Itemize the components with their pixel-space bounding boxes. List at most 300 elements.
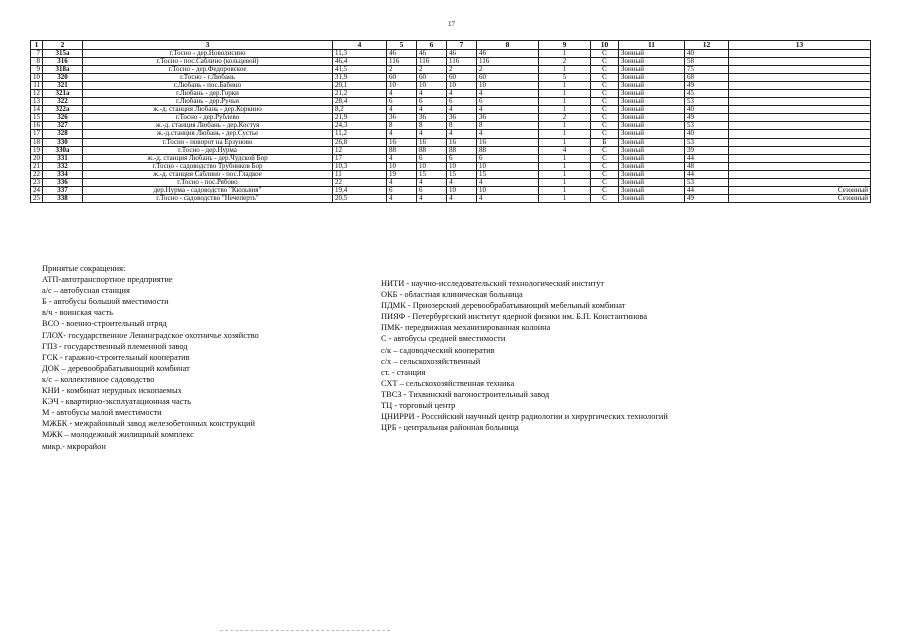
bus-class-cell: С — [591, 122, 619, 130]
route-name-cell: г.Любань - дер.Ручьи — [83, 98, 333, 106]
abbreviation-item: КНИ - комбинат нерудных ископаемых — [42, 386, 182, 396]
note-cell — [729, 162, 871, 170]
abbreviation-item: СХТ – сельскохозяйственная техника — [381, 378, 515, 388]
route-name-cell: г.Тосно - поворот на Ерзуново — [83, 138, 333, 146]
value-8-cell: 6 — [477, 154, 539, 162]
table-row — [31, 162, 871, 170]
value-7-cell: 8 — [447, 122, 477, 130]
column-header: 11 — [619, 41, 685, 50]
value-12-cell: 45 — [685, 89, 729, 97]
route-length-cell: 20,5 — [333, 195, 387, 203]
value-12-cell: 40 — [685, 106, 729, 114]
value-7-cell: 36 — [447, 114, 477, 122]
note-cell — [729, 114, 871, 122]
abbreviation-item: в/ч - воинская часть — [42, 308, 113, 318]
route-number-cell: 337 — [43, 187, 83, 195]
abbreviation-item: с/к – садоводческий кооператив — [381, 345, 495, 355]
value-5-cell: 60 — [387, 73, 417, 81]
table-row — [31, 73, 871, 81]
value-6-cell: 4 — [417, 106, 447, 114]
bus-class-cell: Б — [591, 138, 619, 146]
value-5-cell: 4 — [387, 89, 417, 97]
bus-class-cell: С — [591, 187, 619, 195]
value-6-cell: 116 — [417, 57, 447, 65]
row-number-cell: 11 — [31, 81, 43, 89]
note-cell — [729, 122, 871, 130]
value-8-cell: 4 — [477, 179, 539, 187]
route-name-cell: ж.-д. станция Любань - дер.Чудской Бор — [83, 154, 333, 162]
fare-type-cell: Зонный — [619, 170, 685, 178]
route-name-cell: ж.-д.станция Любань - дер.Сустье — [83, 130, 333, 138]
route-number-cell: 320 — [43, 73, 83, 81]
value-6-cell: 60 — [417, 73, 447, 81]
fare-type-cell: Зонный — [619, 187, 685, 195]
value-8-cell: 4 — [477, 195, 539, 203]
route-length-cell: 21,9 — [333, 114, 387, 122]
value-6-cell: 6 — [417, 98, 447, 106]
value-6-cell: 10 — [417, 162, 447, 170]
page-number: 17 — [448, 20, 455, 28]
value-8-cell: 4 — [477, 106, 539, 114]
note-cell — [729, 130, 871, 138]
fare-type-cell: Зонный — [619, 114, 685, 122]
scan-artifact-line — [220, 630, 390, 633]
row-number-cell: 12 — [31, 89, 43, 97]
route-number-cell: 328 — [43, 130, 83, 138]
abbreviation-item: ГЛОХ- государственное Ленинградское охотничье хозяйство — [42, 330, 259, 340]
route-name-cell: ж.-д. станция Любань - дер.Коркино — [83, 106, 333, 114]
table-row — [31, 179, 871, 187]
route-length-cell: 21,2 — [333, 89, 387, 97]
column-header: 7 — [447, 41, 477, 50]
value-12-cell: 53 — [685, 179, 729, 187]
value-8-cell: 36 — [477, 114, 539, 122]
value-12-cell: 53 — [685, 98, 729, 106]
value-5-cell: 19 — [387, 170, 417, 178]
route-number-cell: 327 — [43, 122, 83, 130]
note-cell — [729, 138, 871, 146]
value-7-cell: 4 — [447, 106, 477, 114]
bus-class-cell: С — [591, 49, 619, 57]
note-cell: Сезонный — [729, 195, 871, 203]
table-row — [31, 146, 871, 154]
route-name-cell: г.Любань - пос.Бабино — [83, 81, 333, 89]
value-6-cell: 2 — [417, 65, 447, 73]
value-8-cell: 46 — [477, 49, 539, 57]
fare-type-cell: Зонный — [619, 57, 685, 65]
route-length-cell: 26,8 — [333, 138, 387, 146]
value-6-cell: 10 — [417, 81, 447, 89]
value-8-cell: 10 — [477, 162, 539, 170]
column-header: 4 — [333, 41, 387, 50]
value-12-cell: 39 — [685, 146, 729, 154]
value-5-cell: 8 — [387, 122, 417, 130]
route-number-cell: 334 — [43, 170, 83, 178]
value-9-cell: 1 — [539, 130, 591, 138]
row-number-cell: 18 — [31, 138, 43, 146]
bus-class-cell: С — [591, 154, 619, 162]
value-7-cell: 4 — [447, 89, 477, 97]
row-number-cell: 16 — [31, 122, 43, 130]
route-number-cell: 322 — [43, 98, 83, 106]
route-length-cell: 11,2 — [333, 130, 387, 138]
route-length-cell: 24,3 — [333, 122, 387, 130]
bus-class-cell: С — [591, 114, 619, 122]
row-number-cell: 10 — [31, 73, 43, 81]
route-length-cell: 17 — [333, 154, 387, 162]
value-9-cell: 2 — [539, 114, 591, 122]
route-name-cell: г.Тосно - дер.Нурма — [83, 146, 333, 154]
value-12-cell: 40 — [685, 130, 729, 138]
value-5-cell: 10 — [387, 81, 417, 89]
fare-type-cell: Зонный — [619, 146, 685, 154]
value-9-cell: 1 — [539, 81, 591, 89]
note-cell — [729, 65, 871, 73]
table-row — [31, 170, 871, 178]
value-7-cell: 4 — [447, 179, 477, 187]
route-number-cell: 338 — [43, 195, 83, 203]
route-name-cell: г.Тосно - г.Любань — [83, 73, 333, 81]
value-7-cell: 10 — [447, 187, 477, 195]
value-6-cell: 15 — [417, 170, 447, 178]
bus-class-cell: С — [591, 106, 619, 114]
bus-class-cell: С — [591, 98, 619, 106]
route-number-cell: 330 — [43, 138, 83, 146]
abbreviation-item: ДОК – деревообрабатывающий комбинат — [42, 363, 190, 373]
value-5-cell: 46 — [387, 49, 417, 57]
value-8-cell: 4 — [477, 89, 539, 97]
value-7-cell: 60 — [447, 73, 477, 81]
value-6-cell: 88 — [417, 146, 447, 154]
fare-type-cell: Зонный — [619, 65, 685, 73]
value-7-cell: 46 — [447, 49, 477, 57]
fare-type-cell: Зонный — [619, 89, 685, 97]
note-cell — [729, 89, 871, 97]
value-7-cell: 10 — [447, 81, 477, 89]
bus-class-cell: С — [591, 130, 619, 138]
value-9-cell: 1 — [539, 138, 591, 146]
value-7-cell: 10 — [447, 162, 477, 170]
value-7-cell: 2 — [447, 65, 477, 73]
column-header: 12 — [685, 41, 729, 50]
value-5-cell: 4 — [387, 130, 417, 138]
value-8-cell: 2 — [477, 65, 539, 73]
value-6-cell: 4 — [417, 130, 447, 138]
note-cell — [729, 81, 871, 89]
bus-class-cell: С — [591, 146, 619, 154]
table-row — [31, 114, 871, 122]
row-number-cell: 22 — [31, 170, 43, 178]
route-number-cell: 322а — [43, 106, 83, 114]
value-6-cell: 4 — [417, 179, 447, 187]
route-length-cell: 19,4 — [333, 187, 387, 195]
value-6-cell: 16 — [417, 138, 447, 146]
abbreviation-item: ГПЗ - государственный племенной завод — [42, 341, 188, 351]
abbreviation-item: к/с – коллективное садоводство — [42, 374, 155, 384]
value-12-cell: 49 — [685, 81, 729, 89]
note-cell — [729, 49, 871, 57]
route-length-cell: 46,4 — [333, 57, 387, 65]
value-7-cell: 4 — [447, 130, 477, 138]
value-9-cell: 5 — [539, 73, 591, 81]
column-header: 9 — [539, 41, 591, 50]
value-5-cell: 36 — [387, 114, 417, 122]
value-6-cell: 36 — [417, 114, 447, 122]
table-row — [31, 49, 871, 57]
route-length-cell: 11,3 — [333, 49, 387, 57]
route-length-cell: 11 — [333, 170, 387, 178]
column-header: 13 — [729, 41, 871, 50]
value-9-cell: 4 — [539, 146, 591, 154]
abbreviation-item: ст. - станция — [381, 367, 426, 377]
route-name-cell: ж.-д. станция Любань - дер.Костуя — [83, 122, 333, 130]
value-9-cell: 1 — [539, 154, 591, 162]
route-name-cell: г.Тосно - пос.Саблино (кольцевой) — [83, 57, 333, 65]
table-row — [31, 98, 871, 106]
bus-class-cell: С — [591, 179, 619, 187]
value-12-cell: 48 — [685, 162, 729, 170]
value-9-cell: 1 — [539, 179, 591, 187]
value-12-cell: 58 — [685, 57, 729, 65]
row-number-cell: 7 — [31, 49, 43, 57]
abbreviation-item: Б - автобусы большой вместимости — [42, 297, 169, 307]
abbreviation-item: ПМК- передвижная механизированная колонна — [381, 323, 551, 333]
value-12-cell: 44 — [685, 187, 729, 195]
value-5-cell: 4 — [387, 154, 417, 162]
table-row — [31, 122, 871, 130]
value-8-cell: 88 — [477, 146, 539, 154]
column-header: 8 — [477, 41, 539, 50]
abbreviation-item: НИТИ - научно-исследовательский технологический институт — [381, 279, 605, 288]
route-name-cell: г.Тосно - пос.Рябово — [83, 179, 333, 187]
route-length-cell: 22 — [333, 179, 387, 187]
note-cell — [729, 146, 871, 154]
abbreviation-item: С - автобусы средней вместимости — [381, 334, 506, 344]
route-number-cell: 326 — [43, 114, 83, 122]
value-5-cell: 4 — [387, 179, 417, 187]
value-9-cell: 1 — [539, 49, 591, 57]
row-number-cell: 17 — [31, 130, 43, 138]
value-12-cell: 49 — [685, 114, 729, 122]
route-number-cell: 330а — [43, 146, 83, 154]
value-6-cell: 6 — [417, 187, 447, 195]
value-8-cell: 60 — [477, 73, 539, 81]
value-8-cell: 16 — [477, 138, 539, 146]
bus-class-cell: С — [591, 81, 619, 89]
table-row — [31, 195, 871, 203]
value-7-cell: 4 — [447, 195, 477, 203]
route-number-cell: 315а — [43, 49, 83, 57]
route-name-cell: г.Тосно - дер.Рублево — [83, 114, 333, 122]
value-8-cell: 10 — [477, 187, 539, 195]
route-length-cell: 10,3 — [333, 162, 387, 170]
column-header: 1 — [31, 41, 43, 50]
fare-type-cell: Зонный — [619, 73, 685, 81]
fare-type-cell: Зонный — [619, 154, 685, 162]
table-row — [31, 154, 871, 162]
route-number-cell: 318а — [43, 65, 83, 73]
abbreviation-item: ПИЯФ - Петербургский институт ядерной физики им. Б.П. Константинова — [381, 312, 648, 322]
route-name-cell: г.Тосно - садоводство "Нечеперть" — [83, 195, 333, 203]
abbreviation-item: ТЦ - торговый центр — [381, 401, 456, 411]
abbreviation-item: АТП-автотранспортное предприятие — [42, 275, 173, 285]
value-6-cell: 46 — [417, 49, 447, 57]
route-length-cell: 12 — [333, 146, 387, 154]
abbreviation-item: ПДМК - Приозерский деревообрабатывающий мебельный комбинат — [381, 301, 626, 311]
value-5-cell: 116 — [387, 57, 417, 65]
value-9-cell: 1 — [539, 98, 591, 106]
value-5-cell: 16 — [387, 138, 417, 146]
abbreviations-heading: Принятые сокращения: — [42, 264, 126, 273]
value-12-cell: 53 — [685, 138, 729, 146]
route-length-cell: 31,9 — [333, 73, 387, 81]
fare-type-cell: Зонный — [619, 49, 685, 57]
value-9-cell: 1 — [539, 162, 591, 170]
value-9-cell: 2 — [539, 57, 591, 65]
column-header: 2 — [43, 41, 83, 50]
table-row — [31, 106, 871, 114]
value-12-cell: 68 — [685, 73, 729, 81]
value-9-cell: 1 — [539, 187, 591, 195]
abbreviation-item: МЖК – молодежный жилищный комплекс — [42, 430, 194, 440]
fare-type-cell: Зонный — [619, 179, 685, 187]
bus-class-cell: С — [591, 170, 619, 178]
value-7-cell: 6 — [447, 154, 477, 162]
row-number-cell: 15 — [31, 114, 43, 122]
value-5-cell: 4 — [387, 106, 417, 114]
note-cell — [729, 73, 871, 81]
row-number-cell: 24 — [31, 187, 43, 195]
value-12-cell: 44 — [685, 170, 729, 178]
abbreviation-item: ЦРБ - центральная районная больница — [381, 423, 519, 433]
bus-class-cell: С — [591, 57, 619, 65]
value-5-cell: 6 — [387, 98, 417, 106]
row-number-cell: 9 — [31, 65, 43, 73]
table-body — [31, 49, 871, 203]
value-9-cell: 1 — [539, 170, 591, 178]
row-number-cell: 19 — [31, 146, 43, 154]
value-5-cell: 10 — [387, 162, 417, 170]
value-7-cell: 6 — [447, 98, 477, 106]
route-name-cell: ж.-д. станция Саблино - пос.Гладкое — [83, 170, 333, 178]
value-8-cell: 10 — [477, 81, 539, 89]
abbreviation-item: с/х – сельскохозяйственный — [381, 356, 481, 366]
column-header: 10 — [591, 41, 619, 50]
value-5-cell: 4 — [387, 195, 417, 203]
value-9-cell: 1 — [539, 122, 591, 130]
table-row — [31, 81, 871, 89]
table-row — [31, 57, 871, 65]
bus-class-cell: С — [591, 195, 619, 203]
route-length-cell: 28,4 — [333, 98, 387, 106]
route-name-cell: г.Любань - дер.Горки — [83, 89, 333, 97]
column-header: 6 — [417, 41, 447, 50]
route-length-cell: 41,5 — [333, 65, 387, 73]
abbreviation-item: ГСК - гаражно-строительный кооператив — [42, 352, 190, 362]
value-7-cell: 116 — [447, 57, 477, 65]
note-cell: Сезонный — [729, 187, 871, 195]
row-number-cell: 25 — [31, 195, 43, 203]
route-number-cell: 321 — [43, 81, 83, 89]
column-header: 3 — [83, 41, 333, 50]
route-number-cell: 331 — [43, 154, 83, 162]
value-9-cell: 1 — [539, 106, 591, 114]
value-12-cell: 53 — [685, 122, 729, 130]
route-number-cell: 336 — [43, 179, 83, 187]
abbreviation-item: ТВСЗ - Тихвинский вагоностроительный завод — [381, 389, 550, 399]
value-12-cell: 49 — [685, 195, 729, 203]
column-header: 5 — [387, 41, 417, 50]
value-12-cell: 44 — [685, 154, 729, 162]
table-row — [31, 65, 871, 73]
row-number-cell: 13 — [31, 98, 43, 106]
abbreviation-item: ЦНИРРИ - Российский научный центр радиологии и хирургических технологий — [381, 412, 668, 422]
bus-class-cell: С — [591, 73, 619, 81]
table-row — [31, 89, 871, 97]
bus-class-cell: С — [591, 65, 619, 73]
value-5-cell: 88 — [387, 146, 417, 154]
fare-type-cell: Зонный — [619, 98, 685, 106]
route-number-cell: 316 — [43, 57, 83, 65]
bus-class-cell: С — [591, 89, 619, 97]
fare-type-cell: Зонный — [619, 162, 685, 170]
abbreviation-item: М - автобусы малой вместимости — [42, 408, 162, 418]
route-name-cell: г.Тосно - дер.Федоровское — [83, 65, 333, 73]
fare-type-cell: Зонный — [619, 122, 685, 130]
row-number-cell: 14 — [31, 106, 43, 114]
route-name-cell: г.Тосно - садоводство Трубников Бор — [83, 162, 333, 170]
note-cell — [729, 106, 871, 114]
value-6-cell: 4 — [417, 89, 447, 97]
value-6-cell: 8 — [417, 122, 447, 130]
routes-table — [30, 40, 871, 203]
value-7-cell: 88 — [447, 146, 477, 154]
note-cell — [729, 154, 871, 162]
row-number-cell: 21 — [31, 162, 43, 170]
value-8-cell: 15 — [477, 170, 539, 178]
value-9-cell: 1 — [539, 89, 591, 97]
abbreviation-item: ОКБ - областная клиническая больница — [381, 290, 523, 300]
route-name-cell: дер.Нурма - садоводство "Кюльвия" — [83, 187, 333, 195]
abbreviation-item: ВСО - военно-строительный отряд — [42, 319, 167, 329]
fare-type-cell: Зонный — [619, 195, 685, 203]
value-8-cell: 116 — [477, 57, 539, 65]
route-length-cell: 20,1 — [333, 81, 387, 89]
value-8-cell: 4 — [477, 130, 539, 138]
table-row — [31, 187, 871, 195]
bus-class-cell: С — [591, 162, 619, 170]
note-cell — [729, 57, 871, 65]
route-number-cell: 332 — [43, 162, 83, 170]
table-row — [31, 138, 871, 146]
table-row — [31, 130, 871, 138]
fare-type-cell: Зонный — [619, 130, 685, 138]
abbreviations-right — [381, 278, 668, 433]
value-8-cell: 6 — [477, 98, 539, 106]
abbreviation-item: КЭЧ - квартирно-эксплуатационная часть — [42, 397, 191, 407]
fare-type-cell: Зонный — [619, 81, 685, 89]
note-cell — [729, 170, 871, 178]
abbreviation-item: микр.- мкрорайон — [42, 441, 106, 451]
abbreviation-item: а/с – автобусная станция — [42, 286, 130, 296]
value-6-cell: 4 — [417, 195, 447, 203]
route-number-cell: 321а — [43, 89, 83, 97]
value-9-cell: 1 — [539, 195, 591, 203]
note-cell — [729, 98, 871, 106]
abbreviation-item: МЖБК - межрайонный завод железобетонных конструкций — [42, 419, 255, 429]
value-6-cell: 6 — [417, 154, 447, 162]
fare-type-cell: Зонный — [619, 106, 685, 114]
